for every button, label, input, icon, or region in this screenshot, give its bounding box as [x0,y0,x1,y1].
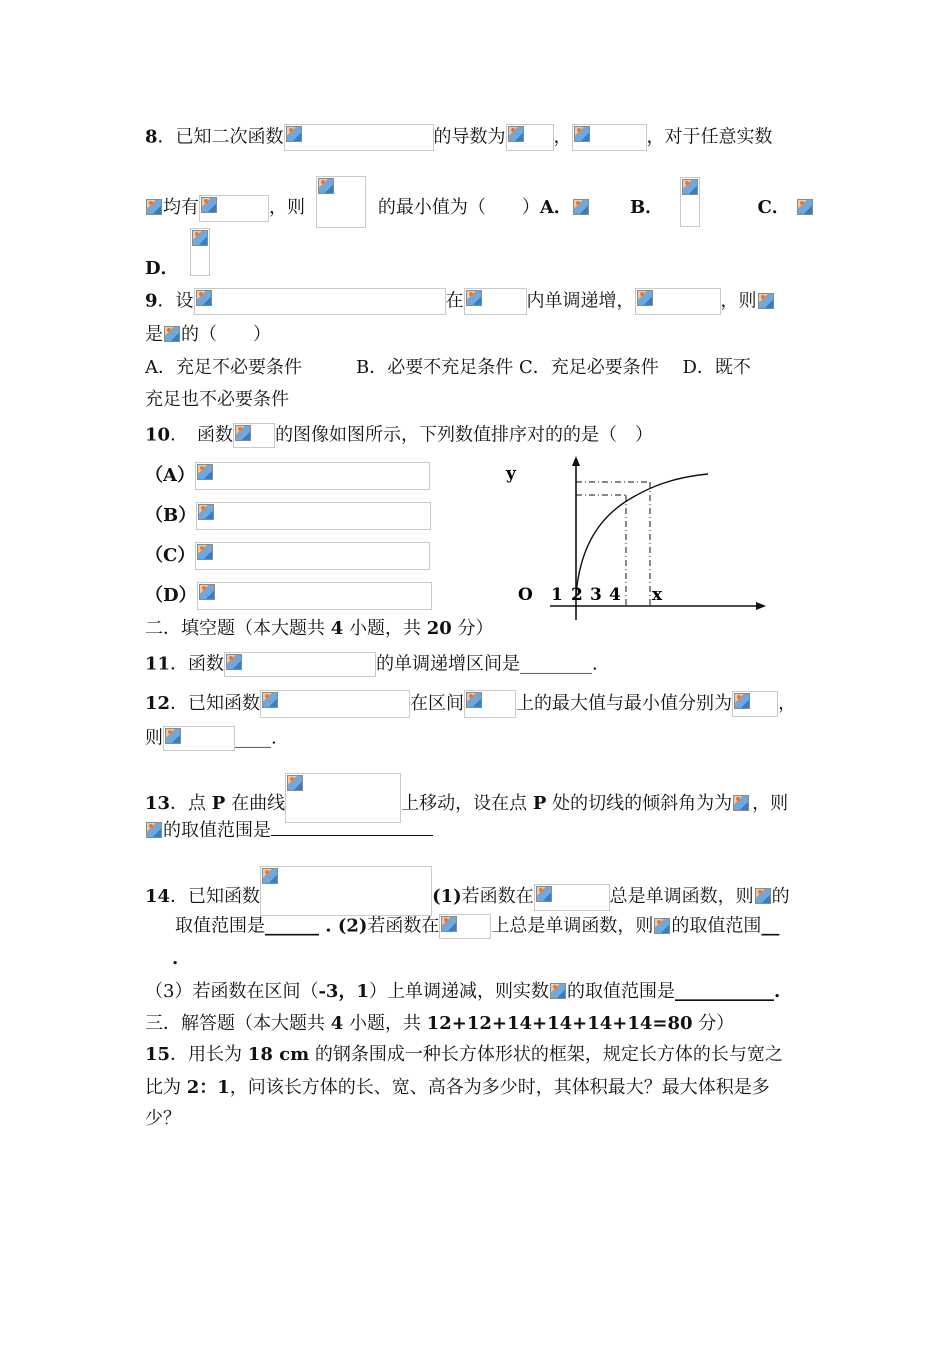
answer-blank: ______ [265,915,319,937]
q14-line2 [175,914,779,939]
formula-image-icon [754,887,772,907]
q14-line1 [145,866,790,916]
q8-text: 的最小值为（ ） [377,197,540,218]
q14-text: . [319,915,338,937]
formula-image-icon [145,821,163,841]
q14-text: 若函数在 [461,886,534,907]
option-label: （C） [145,545,196,566]
formula-image-icon [163,726,235,751]
formula-image-icon [757,292,777,312]
q9-text: ．设 [157,290,194,312]
q8-number: 8 [145,126,158,148]
function-graph [500,452,780,624]
q14-line3: . [172,948,179,969]
q9-text: 的（ ） [181,324,271,345]
q8-option-d: D． [145,258,179,279]
q9-line1 [145,288,777,315]
formula-image-icon [199,195,269,222]
q14-text: ）上单调递减，则实数 [368,981,549,1002]
formula-image-icon [680,177,700,227]
q8-option-b: B． [629,197,664,218]
formula-image-icon [233,423,275,448]
formula-image-icon [316,176,366,228]
x-tick-label: 2 [571,585,583,605]
formula-image-icon [196,502,431,530]
formula-image-icon [260,690,410,718]
q10-option-d [145,582,432,610]
section-points: 20 [426,618,452,639]
q13-point: P [211,793,226,814]
answer-blank: ___________. [674,981,781,1002]
q8-text: ，对于任意实数 [646,126,773,148]
q12-line1 [145,690,796,718]
q15-length: 18 cm [247,1044,310,1065]
q15-number: 15 [145,1044,171,1065]
q9-options-line1: A．充足不必要条件 B．必要不充足条件 C．充足必要条件 D．既不 [145,357,751,378]
q15-text: ，问该长方体的长、宽、高各为多少时，其体积最大？最大体积是多 [229,1077,770,1098]
q15-text: 的钢条围成一种长方体形状的框架，规定长方体的长与宽之 [309,1044,783,1065]
formula-image-icon [464,288,527,315]
q9-text: ，则 [720,290,757,312]
formula-image-icon [572,124,647,151]
q14-number: 14 [145,886,171,907]
q8-option-a: A． [539,197,572,218]
q9-text: 是 [145,324,163,345]
q10-text: ． 函数 [170,424,234,446]
option-label: （D） [145,585,197,606]
q8-line3 [145,240,210,288]
q14-text: 若函数在 [367,915,440,937]
formula-image-icon [197,582,432,610]
q12-text: 上的最大值与最小值分别为 [516,693,733,714]
q14-text: 上总是单调函数，则 [491,915,654,937]
section-text: 分） [692,1013,735,1034]
q13-text: 在曲线 [225,793,286,814]
q13-number: 13 [145,793,171,814]
formula-image-icon [195,542,430,570]
formula-image-icon [195,462,430,490]
x-tick-label: 4 [609,585,621,605]
q13-text: ．点 [170,793,212,814]
q8-text: ， [553,126,572,148]
formula-image-icon [163,325,181,345]
q14-text: 的取值范围是 [566,981,675,1002]
q10-number: 10 [145,424,171,446]
q12-text: ．已知函数 [170,693,261,714]
formula-image-icon [506,124,554,151]
q11-text: 的单调递增区间是________. [376,653,598,675]
q13-point: P [532,793,547,814]
y-axis-arrow-icon [572,456,580,466]
q13-text: 处的切线的倾斜角为为 [546,793,733,814]
formula-image-icon [285,773,401,823]
q9-options-line2: 充足也不必要条件 [145,389,289,410]
x-tick-label: 1 [551,585,563,605]
option-label: （A） [145,465,195,486]
section-text: 小题，共 [343,1013,427,1034]
q14-interval: -3，1 [318,981,369,1002]
q9-number: 9 [145,290,158,312]
formula-image-icon [534,884,610,911]
section-count: 4 [330,1013,344,1034]
q15-line3: 少？ [145,1108,181,1129]
q13-text: 上移动，设在点 [401,793,533,814]
formula-image-icon [635,288,721,315]
formula-image-icon [572,198,590,218]
formula-image-icon [190,228,210,276]
q14-line4 [145,981,780,1003]
q11-number: 11 [145,653,171,675]
q14-text: ．已知函数 [170,886,261,907]
option-label: （B） [145,505,197,526]
q15-text: 比为 [145,1077,187,1098]
q14-text: （3）若函数在区间（ [145,981,319,1002]
q12-text: 在区间 [410,693,465,714]
q10-option-a [145,462,430,490]
formula-image-icon [732,691,778,717]
origin-label: O [518,585,533,605]
q12-text: ， [778,693,797,714]
section-text: 二．填空题（本大题共 [145,618,331,639]
q14-text: 的取值范围 [671,915,762,937]
section-count: 4 [330,618,344,639]
function-curve [576,474,708,594]
q13-line1 [145,773,788,823]
q14-part: (2) [337,915,368,937]
section-3-heading [145,1013,734,1035]
q15-line2 [145,1077,770,1099]
formula-image-icon [732,794,752,814]
section-points: 12+12+14+14+14+14=80 [426,1013,693,1034]
q15-ratio: 2：1 [186,1077,230,1098]
q8-line1 [145,124,773,151]
q11-text: ．函数 [170,653,225,675]
q12-text: 则 [145,727,163,749]
q13-text: 的取值范围是 [163,820,271,841]
formula-image-icon [796,198,814,218]
q12-number: 12 [145,693,171,714]
q14-text: 总是单调函数，则 [609,886,754,907]
formula-image-icon [549,982,567,1002]
q8-text: ，则 [269,197,305,218]
formula-image-icon [653,917,671,937]
x-tick-label: 3 [590,585,602,605]
answer-blank: __ [761,915,780,937]
q14-text: 取值范围是 [175,915,265,937]
q10-option-c [145,542,430,570]
section-text: 小题，共 [343,618,427,639]
q14-text: 的 [771,886,790,907]
q12-text: ____. [235,727,277,749]
q14-part: (1) [432,886,462,907]
q9-text: 在 [445,290,464,312]
y-axis-label: y [506,464,516,484]
q10-line1 [145,423,653,448]
x-axis-arrow-icon [756,602,766,610]
q8-text: 的导数为 [433,126,506,148]
formula-image-icon [284,124,434,151]
q13-line2 [145,820,433,842]
formula-image-icon [260,866,432,916]
section-text: 三．解答题（本大题共 [145,1013,331,1034]
formula-image-icon [145,198,163,218]
formula-image-icon [194,288,446,315]
q15-line1 [145,1044,783,1066]
q8-text: 均有 [163,197,199,218]
q10-text: 的图像如图所示，下列数值排序对的的是（ ） [275,424,654,446]
formula-image-icon [224,652,376,677]
answer-blank [271,835,433,836]
section-2-heading [145,618,494,640]
q13-text: ，则 [752,793,789,814]
q8-text: ．已知二次函数 [157,126,284,148]
formula-image-icon [439,914,491,939]
q10-option-b [145,502,431,530]
formula-image-icon [464,690,516,718]
q8-option-c: C． [757,197,790,218]
q9-line2 [145,324,271,346]
q9-text: 内单调递增， [526,290,635,312]
section-text: 分） [451,618,494,639]
x-axis-label: x [652,585,663,605]
q11-line [145,652,598,677]
q12-line2 [145,726,277,751]
q8-line2 [145,176,814,228]
q15-text: ．用长为 [170,1044,248,1065]
